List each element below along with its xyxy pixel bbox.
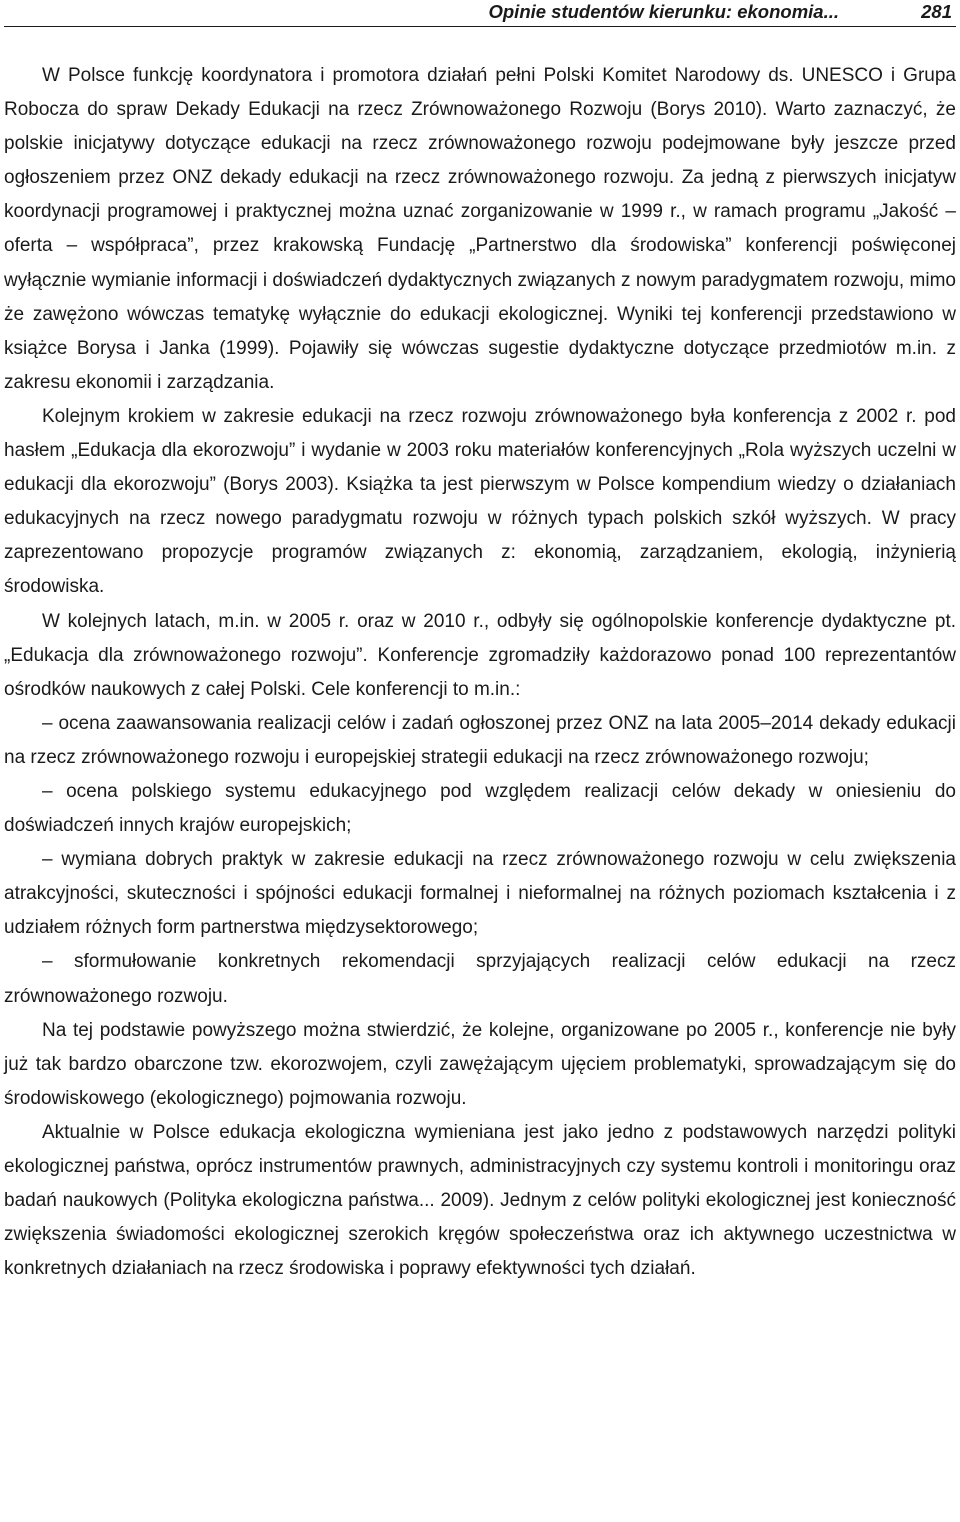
paragraph: W Polsce funkcję koordynatora i promotora działań pełni Polski Komitet Narodowy ds. UNESCO i Grupa Robocza do spraw Dekady Edukacji na rzecz Zrównoważonego Rozwoju (Borys 2010). Warto zaznaczyć, że polskie inicjatywy dotyczące edukacji na rzecz zrównoważonego rozwoju podejmowane były jeszcze przed ogłoszeniem przez ONZ dekady edukacji na rzecz zrównoważonego rozwoju. Za jedną z pierwszych inicjatyw koordynacji programowej i praktycznej można uznać zorganizowanie w 1999 r., w ramach programu „Jakość – oferta – współpraca”, przez krakowską Fundację „Partnerstwo dla środowiska” konferencji poświęconej wyłącznie wymianie informacji i doświadczeń dydaktycznych związanych z nowym paradygmatem rozwoju, mimo że zawężono wówczas tematykę wyłącznie do edukacji ekologicznej. Wyniki tej konferencji przedstawiono w książce Borysa i Janka (1999). Pojawiły się wówczas sugestie dydaktyczne dotyczące przedmiotów m.in. z zakresu ekonomii i zarządzania. [4, 65, 956, 393]
list-item: – wymiana dobrych praktyk w zakresie edukacji na rzecz zrównoważonego rozwoju w celu zwiększenia atrakcyjności, skuteczności i spójności edukacji formalnej i nieformalnej na różnych poziomach kształcenia i z udziałem różnych form partnerstwa międzysektorowego; [4, 849, 956, 939]
list-item: – ocena polskiego systemu edukacyjnego pod względem realizacji celów dekady w oniesieniu do doświadczeń innych krajów europejskich; [4, 780, 956, 837]
list-item: – sformułowanie konkretnych rekomendacji sprzyjających realizacji celów edukacji na rzecz zrównoważonego rozwoju. [4, 951, 956, 1007]
paragraph: Aktualnie w Polsce edukacja ekologiczna wymieniana jest jako jedno z podstawowych narzędzi polityki ekologicznej państwa, oprócz instrumentów prawnych, administracyjnych czy systemu kontroli i monitoringu oraz badań naukowych (Polityka ekologiczna państwa... 2009). Jednym z celów polityki ekologicznej jest konieczność zwiększenia świadomości ekologicznej szerokich kręgów społeczeństwa oraz ich aktywnego uczestnictwa w konkretnych działaniach na rzecz środowiska i poprawy efektywności tych działań. [4, 1121, 956, 1280]
running-header-title: Opinie studentów kierunku: ekonomia... [488, 1, 839, 22]
running-header [4, 0, 956, 27]
paragraph: Kolejnym krokiem w zakresie edukacji na rzecz rozwoju zrównoważonego była konferencja z 2002 r. pod hasłem „Edukacja dla ekorozwoju” i wydanie w 2003 roku materiałów konferencyjnych „Rola wyższych uczelni w edukacji dla ekorozwoju” (Borys 2003). Książka ta jest pierwszym w Polsce kompendium wiedzy o działaniach edukacyjnych na rzecz nowego paradygmatu rozwoju w różnych typach polskich szkół wyższych. W pracy zaprezentowano propozycje programów związanych z: ekonomią, zarządzaniem, ekologią, inżynierią środowiska. [4, 405, 956, 598]
list-item: – ocena zaawansowania realizacji celów i zadań ogłoszonej przez ONZ na lata 2005–2014 dekady edukacji na rzecz zrównoważonego rozwoju i europejskiej strategii edukacji na rzecz zrównoważonego rozwoju; [4, 712, 956, 768]
paragraph: Na tej podstawie powyższego można stwierdzić, że kolejne, organizowane po 2005 r., konferencje nie były już tak bardzo obarczone tzw. ekorozwojem, czyli zawężającym ujęciem problematyki, sprowadzającym się do środowiskowego (ekologicznego) pojmowania rozwoju. [4, 1019, 956, 1109]
page-number: 281 [921, 1, 952, 22]
body-text [4, 59, 956, 1286]
paragraph: W kolejnych latach, m.in. w 2005 r. oraz w 2010 r., odbyły się ogólnopolskie konferencje dydaktyczne pt. „Edukacja dla zrównoważonego rozwoju”. Konferencje zgromadziły każdorazowo ponad 100 reprezentantów ośrodków naukowych z całej Polski. Cele konferencji to m.in.: [4, 610, 956, 700]
